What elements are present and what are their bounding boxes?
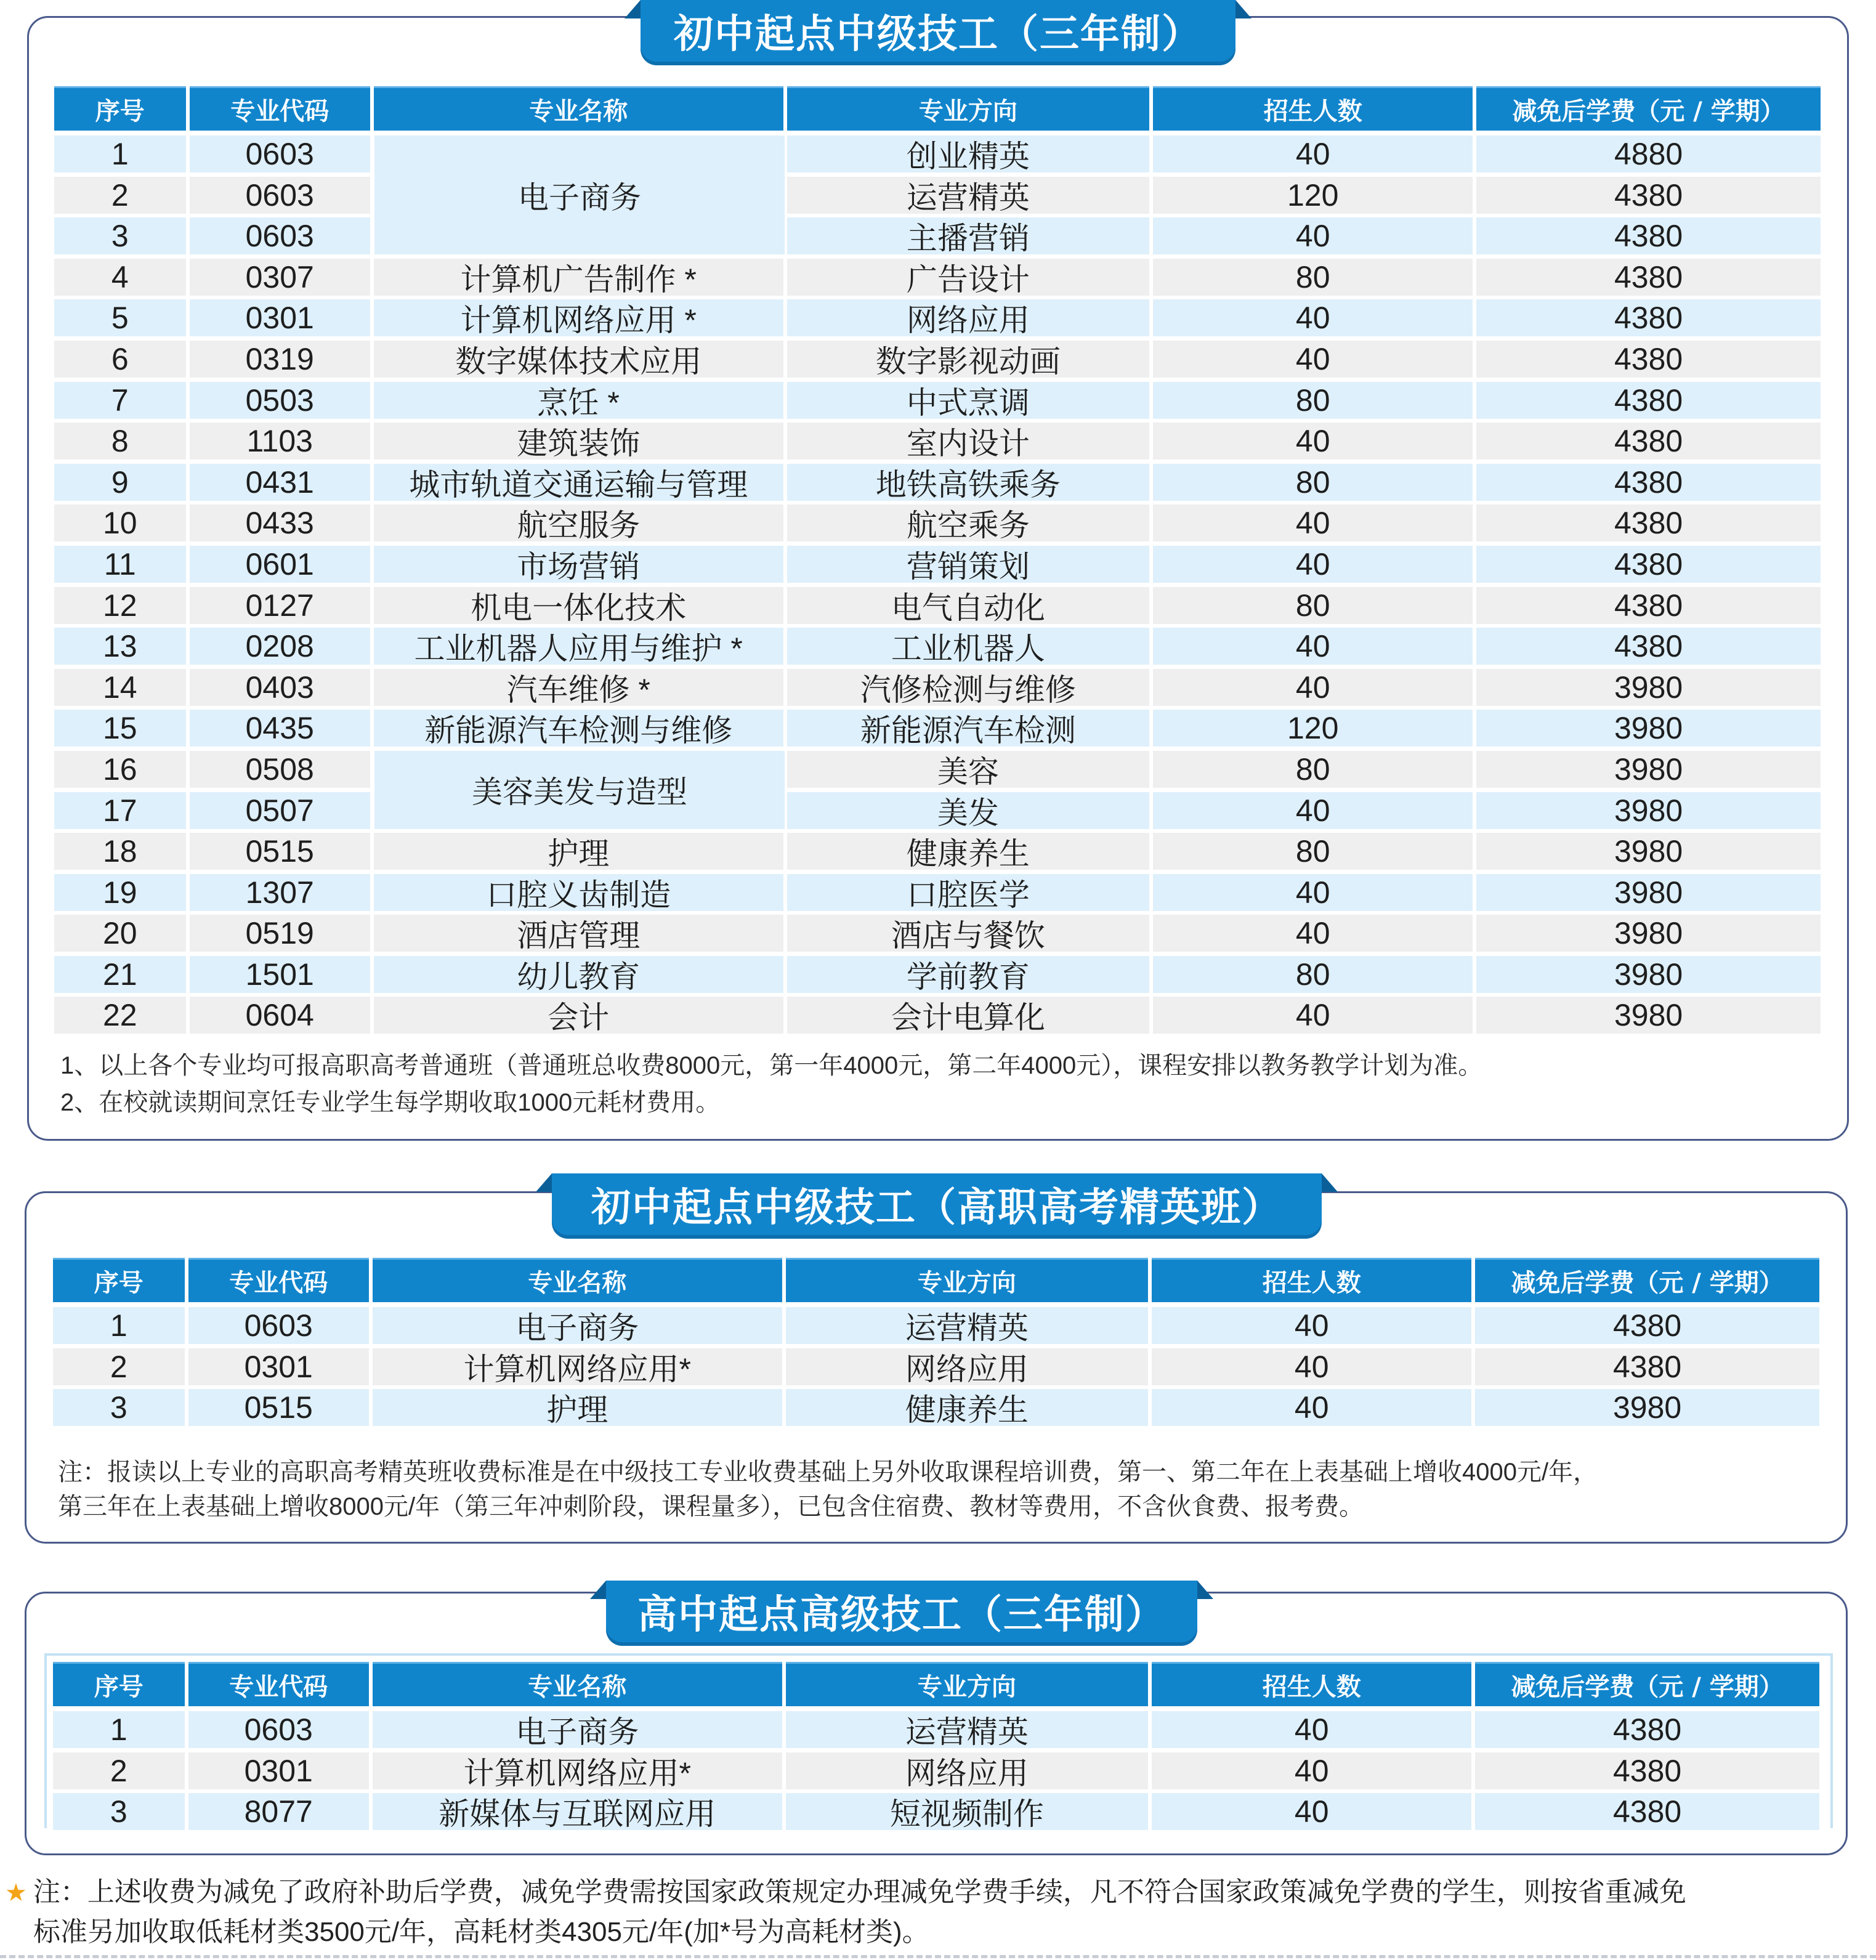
header-no: 序号 [53, 1258, 185, 1302]
cell-fee: 4380 [1476, 464, 1821, 501]
dashed-divider [0, 1955, 1876, 1958]
cell-enroll: 40 [1153, 915, 1473, 952]
table-row [54, 956, 1821, 993]
cell-name: 幼儿教育 [374, 956, 783, 993]
cell-code: 0603 [188, 1711, 369, 1748]
table-row [54, 341, 1821, 378]
cell-enroll: 40 [1153, 628, 1473, 665]
section1-table-body [54, 136, 1821, 1034]
cell-name: 电子商务 [373, 1307, 782, 1344]
cell-fee: 3980 [1475, 1389, 1819, 1426]
section1-table-header [54, 86, 1821, 131]
cell-code: 0431 [190, 464, 370, 501]
cell-code: 0403 [190, 669, 370, 706]
cell-no: 1 [53, 1307, 185, 1344]
header-fee: 减免后学费（元 / 学期） [1475, 1662, 1819, 1706]
table-row [54, 217, 1821, 254]
cell-enroll: 80 [1153, 751, 1473, 788]
cell-enroll: 80 [1153, 956, 1473, 993]
cell-code: 0603 [190, 217, 370, 254]
cell-fee: 4380 [1476, 217, 1821, 254]
cell-enroll: 40 [1152, 1307, 1471, 1344]
cell-no: 5 [54, 299, 186, 336]
cell-name: 计算机广告制作 * [374, 259, 783, 296]
cell-code: 8077 [188, 1793, 369, 1830]
cell-enroll: 40 [1153, 341, 1473, 378]
cell-fee: 3980 [1476, 956, 1821, 993]
cell-no: 2 [53, 1348, 185, 1385]
cell-enroll: 80 [1153, 587, 1473, 624]
cell-enroll: 40 [1153, 299, 1473, 336]
section1-note-1: 1、以上各个专业均可报高职高考普通班（普通班总收费8000元，第一年4000元，第二年4000元），课程安排以教务教学计划为准。 [60, 1052, 1483, 1079]
cell-fee: 3980 [1476, 710, 1821, 747]
cell-enroll: 40 [1153, 669, 1473, 706]
cell-no: 15 [54, 710, 186, 747]
cell-no: 6 [54, 341, 186, 378]
table-row [54, 874, 1821, 911]
section3-table [53, 1662, 1819, 1834]
cell-direction: 工业机器人 [787, 628, 1150, 665]
cell-no: 1 [53, 1711, 185, 1748]
table-row [54, 259, 1821, 296]
cell-code: 0603 [190, 177, 370, 214]
cell-name: 护理 [373, 1389, 782, 1426]
cell-enroll: 40 [1153, 792, 1473, 829]
cell-code: 0604 [190, 997, 370, 1034]
section3-table-body [53, 1711, 1819, 1830]
cell-enroll: 40 [1153, 504, 1473, 541]
cell-code: 0601 [190, 546, 370, 583]
cell-no: 21 [54, 956, 186, 993]
cell-code: 1103 [190, 423, 370, 460]
cell-no: 7 [54, 382, 186, 419]
cell-fee: 3980 [1476, 833, 1821, 870]
cell-enroll: 40 [1152, 1752, 1471, 1789]
table-row [54, 833, 1821, 870]
cell-enroll: 80 [1153, 382, 1473, 419]
cell-enroll: 80 [1153, 464, 1473, 501]
cell-code: 1307 [190, 874, 370, 911]
cell-name: 新媒体与互联网应用 [373, 1793, 782, 1830]
cell-direction: 健康养生 [786, 1389, 1149, 1426]
cell-no: 4 [54, 259, 186, 296]
cell-fee: 4380 [1476, 177, 1821, 214]
section1-title-banner [641, 0, 1235, 62]
cell-name: 数字媒体技术应用 [374, 341, 783, 378]
section3-title-banner [606, 1581, 1197, 1642]
cell-no: 17 [54, 792, 186, 829]
table-row [54, 299, 1821, 336]
cell-fee: 3980 [1476, 915, 1821, 952]
cell-no: 9 [54, 464, 186, 501]
cell-fee: 4380 [1475, 1752, 1819, 1789]
cell-code: 0515 [190, 833, 370, 870]
header-name: 专业名称 [374, 86, 783, 131]
cell-fee: 3980 [1476, 751, 1821, 788]
cell-direction: 会计电算化 [787, 997, 1150, 1034]
header-enroll: 招生人数 [1152, 1662, 1471, 1706]
cell-no: 13 [54, 628, 186, 665]
cell-name: 汽车维修 * [374, 669, 783, 706]
table-row [54, 710, 1821, 747]
table-row [54, 751, 1821, 788]
section2-title: 初中起点中级技工（高职高考精英班） [591, 1185, 1282, 1231]
cell-name: 计算机网络应用 * [374, 299, 783, 336]
header-direction: 专业方向 [786, 1258, 1149, 1302]
cell-direction: 运营精英 [786, 1307, 1149, 1344]
section1-note-2: 2、在校就读期间烹饪专业学生每学期收取1000元耗材费用。 [60, 1089, 721, 1116]
table-row [54, 464, 1821, 501]
cell-name: 酒店管理 [374, 915, 783, 952]
cell-no: 2 [53, 1752, 185, 1789]
star-icon: ★ [5, 1879, 27, 1906]
cell-no: 3 [53, 1793, 185, 1830]
cell-no: 12 [54, 587, 186, 624]
cell-direction: 营销策划 [787, 546, 1150, 583]
header-fee: 减免后学费（元 / 学期） [1475, 1258, 1819, 1302]
cell-fee: 4380 [1475, 1711, 1819, 1748]
cell-name: 计算机网络应用* [373, 1348, 782, 1385]
cell-name: 护理 [374, 833, 783, 870]
cell-code: 0307 [190, 259, 370, 296]
cell-name: 航空服务 [374, 504, 783, 541]
cell-direction: 口腔医学 [787, 874, 1150, 911]
cell-code: 0301 [188, 1348, 369, 1385]
cell-fee: 4380 [1476, 382, 1821, 419]
cell-direction: 中式烹调 [787, 382, 1150, 419]
section2-title-banner [552, 1173, 1322, 1235]
cell-fee: 3980 [1476, 669, 1821, 706]
cell-direction: 美容 [787, 751, 1150, 788]
cell-enroll: 40 [1153, 423, 1473, 460]
table-row [54, 587, 1821, 624]
section2-note-1: 注：报读以上专业的高职高考精英班收费标准是在中级技工专业收费基础上另外收取课程培训费，第一、第二年在上表基础上增收4000元/年， [58, 1459, 1598, 1486]
cell-code: 0433 [190, 504, 370, 541]
cell-enroll: 40 [1152, 1793, 1471, 1830]
cell-direction: 新能源汽车检测 [787, 710, 1150, 747]
section3-table-header [53, 1662, 1819, 1706]
section2-table-header [53, 1258, 1819, 1302]
table-row [54, 669, 1821, 706]
cell-name: 市场营销 [374, 546, 783, 583]
cell-fee: 4380 [1476, 259, 1821, 296]
cell-direction: 地铁高铁乘务 [787, 464, 1150, 501]
cell-direction: 汽修检测与维修 [787, 669, 1150, 706]
cell-fee: 4380 [1476, 423, 1821, 460]
cell-enroll: 40 [1153, 997, 1473, 1034]
table-row [54, 915, 1821, 952]
cell-code: 0127 [190, 587, 370, 624]
cell-name: 计算机网络应用* [373, 1752, 782, 1789]
cell-enroll: 40 [1152, 1389, 1471, 1426]
footer-line-2: 标准另加收取低耗材类3500元/年，高耗材类4305元/年(加*号为高耗材类)。 [33, 1917, 929, 1947]
section3-title: 高中起点高级技工（三年制） [637, 1592, 1166, 1638]
cell-enroll: 40 [1153, 546, 1473, 583]
cell-direction: 创业精英 [787, 136, 1150, 172]
cell-direction: 室内设计 [787, 423, 1150, 460]
table-row [54, 546, 1821, 583]
table-row [53, 1752, 1819, 1789]
cell-enroll: 80 [1153, 833, 1473, 870]
merged-name-cell: 电子商务 [374, 136, 785, 254]
cell-code: 0603 [190, 136, 370, 172]
table-row [53, 1389, 1819, 1426]
cell-name: 建筑装饰 [374, 423, 783, 460]
cell-direction: 运营精英 [787, 177, 1150, 214]
cell-fee: 3980 [1476, 997, 1821, 1034]
cell-name: 口腔义齿制造 [374, 874, 783, 911]
cell-direction: 电气自动化 [787, 587, 1150, 624]
cell-fee: 4380 [1476, 546, 1821, 583]
cell-code: 1501 [190, 956, 370, 993]
cell-fee: 4380 [1475, 1307, 1819, 1344]
header-name: 专业名称 [373, 1662, 782, 1706]
table-row [54, 997, 1821, 1034]
merged-name-cell: 美容美发与造型 [374, 751, 785, 829]
header-enroll: 招生人数 [1153, 86, 1473, 131]
header-code: 专业代码 [188, 1662, 369, 1706]
header-direction: 专业方向 [786, 1662, 1149, 1706]
cell-name: 城市轨道交通运输与管理 [374, 464, 783, 501]
section2-note-2: 第三年在上表基础上增收8000元/年（第三年冲刺阶段，课程量多），已包含住宿费、教材等费用，不含伙食费、报考费。 [58, 1493, 1364, 1520]
cell-code: 0507 [190, 792, 370, 829]
cell-code: 0301 [188, 1752, 369, 1789]
cell-name: 工业机器人应用与维护 * [374, 628, 783, 665]
table-row [53, 1711, 1819, 1748]
cell-no: 1 [54, 136, 186, 172]
header-code: 专业代码 [188, 1258, 369, 1302]
cell-code: 0301 [190, 299, 370, 336]
cell-direction: 健康养生 [787, 833, 1150, 870]
cell-no: 3 [54, 217, 186, 254]
cell-direction: 网络应用 [786, 1348, 1149, 1385]
table-row [54, 382, 1821, 419]
cell-enroll: 40 [1153, 874, 1473, 911]
cell-enroll: 40 [1153, 217, 1473, 254]
cell-code: 0503 [190, 382, 370, 419]
cell-enroll: 40 [1152, 1711, 1471, 1748]
cell-name: 会计 [374, 997, 783, 1034]
cell-no: 10 [54, 504, 186, 541]
cell-direction: 航空乘务 [787, 504, 1150, 541]
cell-direction: 美发 [787, 792, 1150, 829]
cell-code: 0515 [188, 1389, 369, 1426]
cell-name: 电子商务 [373, 1711, 782, 1748]
header-enroll: 招生人数 [1152, 1258, 1471, 1302]
cell-no: 11 [54, 546, 186, 583]
header-direction: 专业方向 [787, 86, 1150, 131]
cell-no: 22 [54, 997, 186, 1034]
cell-no: 19 [54, 874, 186, 911]
table-row [53, 1307, 1819, 1344]
cell-enroll: 40 [1153, 136, 1473, 172]
cell-code: 0508 [190, 751, 370, 788]
cell-code: 0319 [190, 341, 370, 378]
table-row [54, 423, 1821, 460]
footer-line-1: ★ 注：上述收费为减免了政府补助后学费，减免学费需按国家政策规定办理减免学费手续，凡不符合国家政策减免学费的学生，则按省重减免 [5, 1877, 1686, 1907]
cell-code: 0435 [190, 710, 370, 747]
header-no: 序号 [53, 1662, 185, 1706]
cell-direction: 酒店与餐饮 [787, 915, 1150, 952]
table-row [53, 1348, 1819, 1385]
cell-enroll: 40 [1152, 1348, 1471, 1385]
table-row [54, 792, 1821, 829]
cell-no: 16 [54, 751, 186, 788]
header-no: 序号 [54, 86, 186, 131]
cell-code: 0519 [190, 915, 370, 952]
cell-direction: 主播营销 [787, 217, 1150, 254]
cell-no: 18 [54, 833, 186, 870]
cell-enroll: 120 [1153, 710, 1473, 747]
cell-fee: 4880 [1476, 136, 1821, 172]
cell-no: 3 [53, 1389, 185, 1426]
cell-fee: 3980 [1476, 874, 1821, 911]
header-name: 专业名称 [373, 1258, 782, 1302]
footer-note [5, 1873, 1828, 1952]
cell-direction: 短视频制作 [786, 1793, 1149, 1830]
cell-direction: 数字影视动画 [787, 341, 1150, 378]
cell-direction: 广告设计 [787, 259, 1150, 296]
table-row [54, 504, 1821, 541]
header-fee: 减免后学费（元 / 学期） [1476, 86, 1821, 131]
cell-fee: 4380 [1475, 1348, 1819, 1385]
table-row [54, 628, 1821, 665]
cell-direction: 学前教育 [787, 956, 1150, 993]
table-row [54, 177, 1821, 214]
section1-title: 初中起点中级技工（三年制） [674, 12, 1202, 57]
table-row [54, 136, 1821, 172]
cell-code: 0603 [188, 1307, 369, 1344]
cell-enroll: 120 [1153, 177, 1473, 214]
section2-table [53, 1258, 1819, 1430]
cell-direction: 网络应用 [787, 299, 1150, 336]
section1-table [54, 86, 1821, 1038]
cell-fee: 4380 [1476, 504, 1821, 541]
cell-no: 20 [54, 915, 186, 952]
table-row [53, 1793, 1819, 1830]
cell-name: 机电一体化技术 [374, 587, 783, 624]
cell-fee: 3980 [1476, 792, 1821, 829]
cell-fee: 4380 [1476, 628, 1821, 665]
cell-fee: 4380 [1476, 587, 1821, 624]
cell-direction: 运营精英 [786, 1711, 1149, 1748]
cell-direction: 网络应用 [786, 1752, 1149, 1789]
cell-fee: 4380 [1476, 299, 1821, 336]
cell-no: 8 [54, 423, 186, 460]
cell-fee: 4380 [1476, 341, 1821, 378]
section2-table-body [53, 1307, 1819, 1426]
cell-code: 0208 [190, 628, 370, 665]
cell-name: 烹饪 * [374, 382, 783, 419]
cell-fee: 4380 [1475, 1793, 1819, 1830]
cell-name: 新能源汽车检测与维修 [374, 710, 783, 747]
cell-no: 2 [54, 177, 186, 214]
cell-no: 14 [54, 669, 186, 706]
cell-enroll: 80 [1153, 259, 1473, 296]
header-code: 专业代码 [190, 86, 370, 131]
